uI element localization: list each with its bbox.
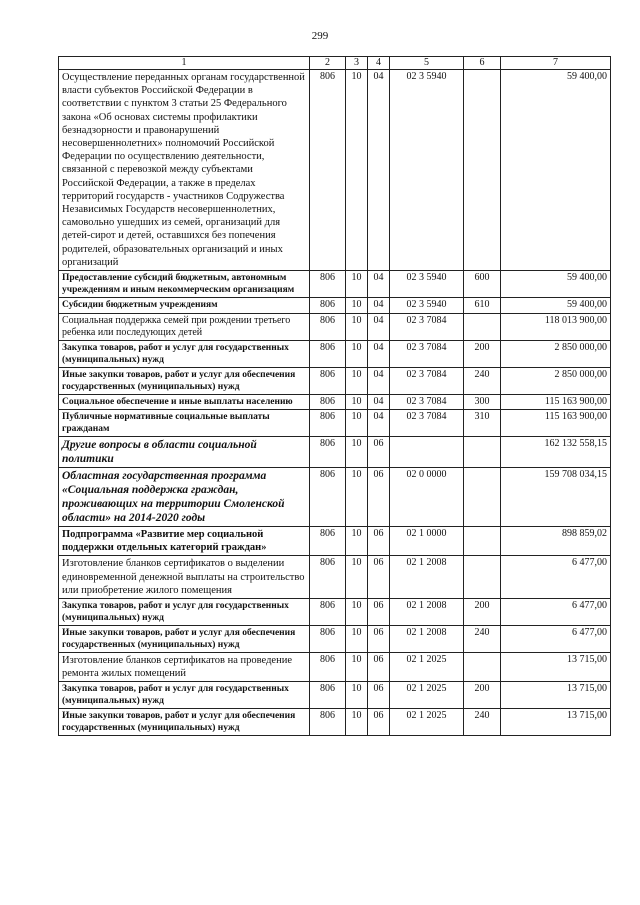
table-row xyxy=(59,367,611,394)
budget-table xyxy=(58,56,611,736)
header-col-7: 7 xyxy=(501,57,611,70)
table-row xyxy=(59,410,611,437)
header-col-5: 5 xyxy=(390,57,464,70)
row-amount-cell: 2 850 000,00 xyxy=(501,340,611,367)
row-expense-type-cell: 200 xyxy=(464,340,501,367)
row-subsection-cell: 04 xyxy=(368,313,390,340)
row-subsection-cell: 06 xyxy=(368,527,390,556)
row-target-article-cell: 02 1 2025 xyxy=(390,653,464,682)
row-name-cell: Закупка товаров, работ и услуг для государственных (муниципальных) нужд xyxy=(59,599,310,626)
row-amount-cell: 115 163 900,00 xyxy=(501,394,611,410)
table-row xyxy=(59,653,611,682)
row-expense-type-cell: 200 xyxy=(464,682,501,709)
row-expense-type-cell xyxy=(464,653,501,682)
row-name-cell: Иные закупки товаров, работ и услуг для обеспечения государственных (муниципальных) нужд xyxy=(59,709,310,736)
row-section-cell: 10 xyxy=(346,709,368,736)
row-amount-cell: 59 400,00 xyxy=(501,271,611,298)
row-amount-cell: 115 163 900,00 xyxy=(501,410,611,437)
row-target-article-cell: 02 1 2025 xyxy=(390,709,464,736)
row-code-cell: 806 xyxy=(310,626,346,653)
row-amount-cell: 162 132 558,15 xyxy=(501,437,611,468)
row-target-article-cell: 02 3 5940 xyxy=(390,70,464,271)
row-target-article-cell: 02 1 0000 xyxy=(390,527,464,556)
row-name-cell: Иные закупки товаров, работ и услуг для обеспечения государственных (муниципальных) нужд xyxy=(59,367,310,394)
table-row xyxy=(59,340,611,367)
row-name-cell: Закупка товаров, работ и услуг для государственных (муниципальных) нужд xyxy=(59,340,310,367)
header-col-4: 4 xyxy=(368,57,390,70)
row-expense-type-cell: 240 xyxy=(464,709,501,736)
row-code-cell: 806 xyxy=(310,298,346,314)
row-subsection-cell: 06 xyxy=(368,682,390,709)
row-name-cell: Социальное обеспечение и иные выплаты населению xyxy=(59,394,310,410)
row-subsection-cell: 06 xyxy=(368,599,390,626)
row-code-cell: 806 xyxy=(310,599,346,626)
header-col-3: 3 xyxy=(346,57,368,70)
row-target-article-cell: 02 1 2008 xyxy=(390,556,464,599)
table-row xyxy=(59,626,611,653)
row-amount-cell: 6 477,00 xyxy=(501,626,611,653)
row-name-cell: Иные закупки товаров, работ и услуг для обеспечения государственных (муниципальных) нужд xyxy=(59,626,310,653)
row-section-cell: 10 xyxy=(346,556,368,599)
row-name-cell: Изготовление бланков сертификатов на проведение ремонта жилых помещений xyxy=(59,653,310,682)
table-body xyxy=(59,70,611,736)
row-code-cell: 806 xyxy=(310,682,346,709)
row-amount-cell: 59 400,00 xyxy=(501,298,611,314)
row-amount-cell: 13 715,00 xyxy=(501,709,611,736)
row-subsection-cell: 04 xyxy=(368,70,390,271)
row-code-cell: 806 xyxy=(310,367,346,394)
row-section-cell: 10 xyxy=(346,340,368,367)
row-subsection-cell: 04 xyxy=(368,271,390,298)
table-row xyxy=(59,709,611,736)
header-col-2: 2 xyxy=(310,57,346,70)
row-expense-type-cell: 240 xyxy=(464,367,501,394)
row-subsection-cell: 04 xyxy=(368,394,390,410)
table-row xyxy=(59,313,611,340)
row-amount-cell: 6 477,00 xyxy=(501,599,611,626)
row-name-cell: Публичные нормативные социальные выплаты гражданам xyxy=(59,410,310,437)
row-section-cell: 10 xyxy=(346,271,368,298)
row-section-cell: 10 xyxy=(346,682,368,709)
row-section-cell: 10 xyxy=(346,367,368,394)
row-code-cell: 806 xyxy=(310,527,346,556)
row-code-cell: 806 xyxy=(310,313,346,340)
table-row xyxy=(59,437,611,468)
table-row xyxy=(59,271,611,298)
row-target-article-cell: 02 1 2025 xyxy=(390,682,464,709)
row-subsection-cell: 06 xyxy=(368,556,390,599)
row-subsection-cell: 04 xyxy=(368,298,390,314)
row-expense-type-cell: 610 xyxy=(464,298,501,314)
row-section-cell: 10 xyxy=(346,626,368,653)
row-target-article-cell: 02 3 5940 xyxy=(390,298,464,314)
row-section-cell: 10 xyxy=(346,410,368,437)
row-expense-type-cell xyxy=(464,556,501,599)
row-code-cell: 806 xyxy=(310,556,346,599)
row-subsection-cell: 04 xyxy=(368,410,390,437)
page-number: 299 xyxy=(311,30,329,42)
row-code-cell: 806 xyxy=(310,340,346,367)
row-name-cell: Другие вопросы в области социальной политики xyxy=(59,437,310,468)
row-expense-type-cell xyxy=(464,468,501,527)
row-target-article-cell: 02 1 2008 xyxy=(390,626,464,653)
table-row xyxy=(59,468,611,527)
row-section-cell: 10 xyxy=(346,527,368,556)
row-section-cell: 10 xyxy=(346,298,368,314)
row-expense-type-cell: 200 xyxy=(464,599,501,626)
row-section-cell: 10 xyxy=(346,437,368,468)
row-amount-cell: 2 850 000,00 xyxy=(501,367,611,394)
row-subsection-cell: 06 xyxy=(368,626,390,653)
row-code-cell: 806 xyxy=(310,70,346,271)
row-target-article-cell: 02 0 0000 xyxy=(390,468,464,527)
row-expense-type-cell: 300 xyxy=(464,394,501,410)
row-code-cell: 806 xyxy=(310,437,346,468)
row-amount-cell: 898 859,02 xyxy=(501,527,611,556)
row-code-cell: 806 xyxy=(310,271,346,298)
row-expense-type-cell xyxy=(464,527,501,556)
row-subsection-cell: 06 xyxy=(368,468,390,527)
table-row xyxy=(59,556,611,599)
row-expense-type-cell xyxy=(464,437,501,468)
row-expense-type-cell: 310 xyxy=(464,410,501,437)
table-row xyxy=(59,70,611,271)
row-amount-cell: 13 715,00 xyxy=(501,682,611,709)
row-name-cell: Субсидии бюджетным учреждениям xyxy=(59,298,310,314)
row-section-cell: 10 xyxy=(346,394,368,410)
row-code-cell: 806 xyxy=(310,653,346,682)
row-section-cell: 10 xyxy=(346,653,368,682)
table-row xyxy=(59,599,611,626)
header-col-6: 6 xyxy=(464,57,501,70)
row-code-cell: 806 xyxy=(310,394,346,410)
row-amount-cell: 159 708 034,15 xyxy=(501,468,611,527)
row-name-cell: Подпрограмма «Развитие мер социальной поддержки отдельных категорий граждан» xyxy=(59,527,310,556)
row-amount-cell: 59 400,00 xyxy=(501,70,611,271)
row-target-article-cell: 02 3 7084 xyxy=(390,367,464,394)
row-target-article-cell xyxy=(390,437,464,468)
row-name-cell: Предоставление субсидий бюджетным, автономным учреждениям и иным некоммерческим организациям xyxy=(59,271,310,298)
row-name-cell: Осуществление переданных органам государственной власти субъектов Российской Федерации в соответствии с пунктом 3 статьи 25 Федерального закона «Об основах системы профилактики безнадзорности и правонарушений несовершеннолетних» полномочий Российской Федерации по осуществлению деятельности, связанной с перевозкой между субъектами Российской Федерации, а также в пределах территорий государств - участников Содружества Независимых Государств несовершеннолетних, самовольно ушедших из семей, организаций для детей-сирот и детей, оставшихся без попечения родителей, образовательных организаций и иных организаций xyxy=(59,70,310,271)
row-name-cell: Закупка товаров, работ и услуг для государственных (муниципальных) нужд xyxy=(59,682,310,709)
row-expense-type-cell: 600 xyxy=(464,271,501,298)
row-section-cell: 10 xyxy=(346,599,368,626)
row-code-cell: 806 xyxy=(310,468,346,527)
row-target-article-cell: 02 1 2008 xyxy=(390,599,464,626)
row-subsection-cell: 06 xyxy=(368,653,390,682)
table-row xyxy=(59,394,611,410)
row-target-article-cell: 02 3 7084 xyxy=(390,313,464,340)
row-subsection-cell: 06 xyxy=(368,709,390,736)
row-section-cell: 10 xyxy=(346,313,368,340)
header-col-1: 1 xyxy=(59,57,310,70)
row-target-article-cell: 02 3 5940 xyxy=(390,271,464,298)
row-target-article-cell: 02 3 7084 xyxy=(390,340,464,367)
row-amount-cell: 6 477,00 xyxy=(501,556,611,599)
row-name-cell: Социальная поддержка семей при рождении третьего ребенка или последующих детей xyxy=(59,313,310,340)
row-target-article-cell: 02 3 7084 xyxy=(390,410,464,437)
header-row xyxy=(59,57,611,70)
table-row xyxy=(59,298,611,314)
row-code-cell: 806 xyxy=(310,709,346,736)
row-code-cell: 806 xyxy=(310,410,346,437)
row-subsection-cell: 04 xyxy=(368,340,390,367)
row-subsection-cell: 06 xyxy=(368,437,390,468)
row-target-article-cell: 02 3 7084 xyxy=(390,394,464,410)
row-amount-cell: 13 715,00 xyxy=(501,653,611,682)
table-row xyxy=(59,527,611,556)
row-expense-type-cell xyxy=(464,313,501,340)
row-amount-cell: 118 013 900,00 xyxy=(501,313,611,340)
row-subsection-cell: 04 xyxy=(368,367,390,394)
row-section-cell: 10 xyxy=(346,468,368,527)
row-section-cell: 10 xyxy=(346,70,368,271)
row-name-cell: Изготовление бланков сертификатов о выделении единовременной денежной выплаты на строительство или приобретение жилого помещения xyxy=(59,556,310,599)
table-row xyxy=(59,682,611,709)
row-name-cell: Областная государственная программа «Социальная поддержка граждан, проживающих на территории Смоленской области» на 2014-2020 годы xyxy=(59,468,310,527)
row-expense-type-cell: 240 xyxy=(464,626,501,653)
row-expense-type-cell xyxy=(464,70,501,271)
